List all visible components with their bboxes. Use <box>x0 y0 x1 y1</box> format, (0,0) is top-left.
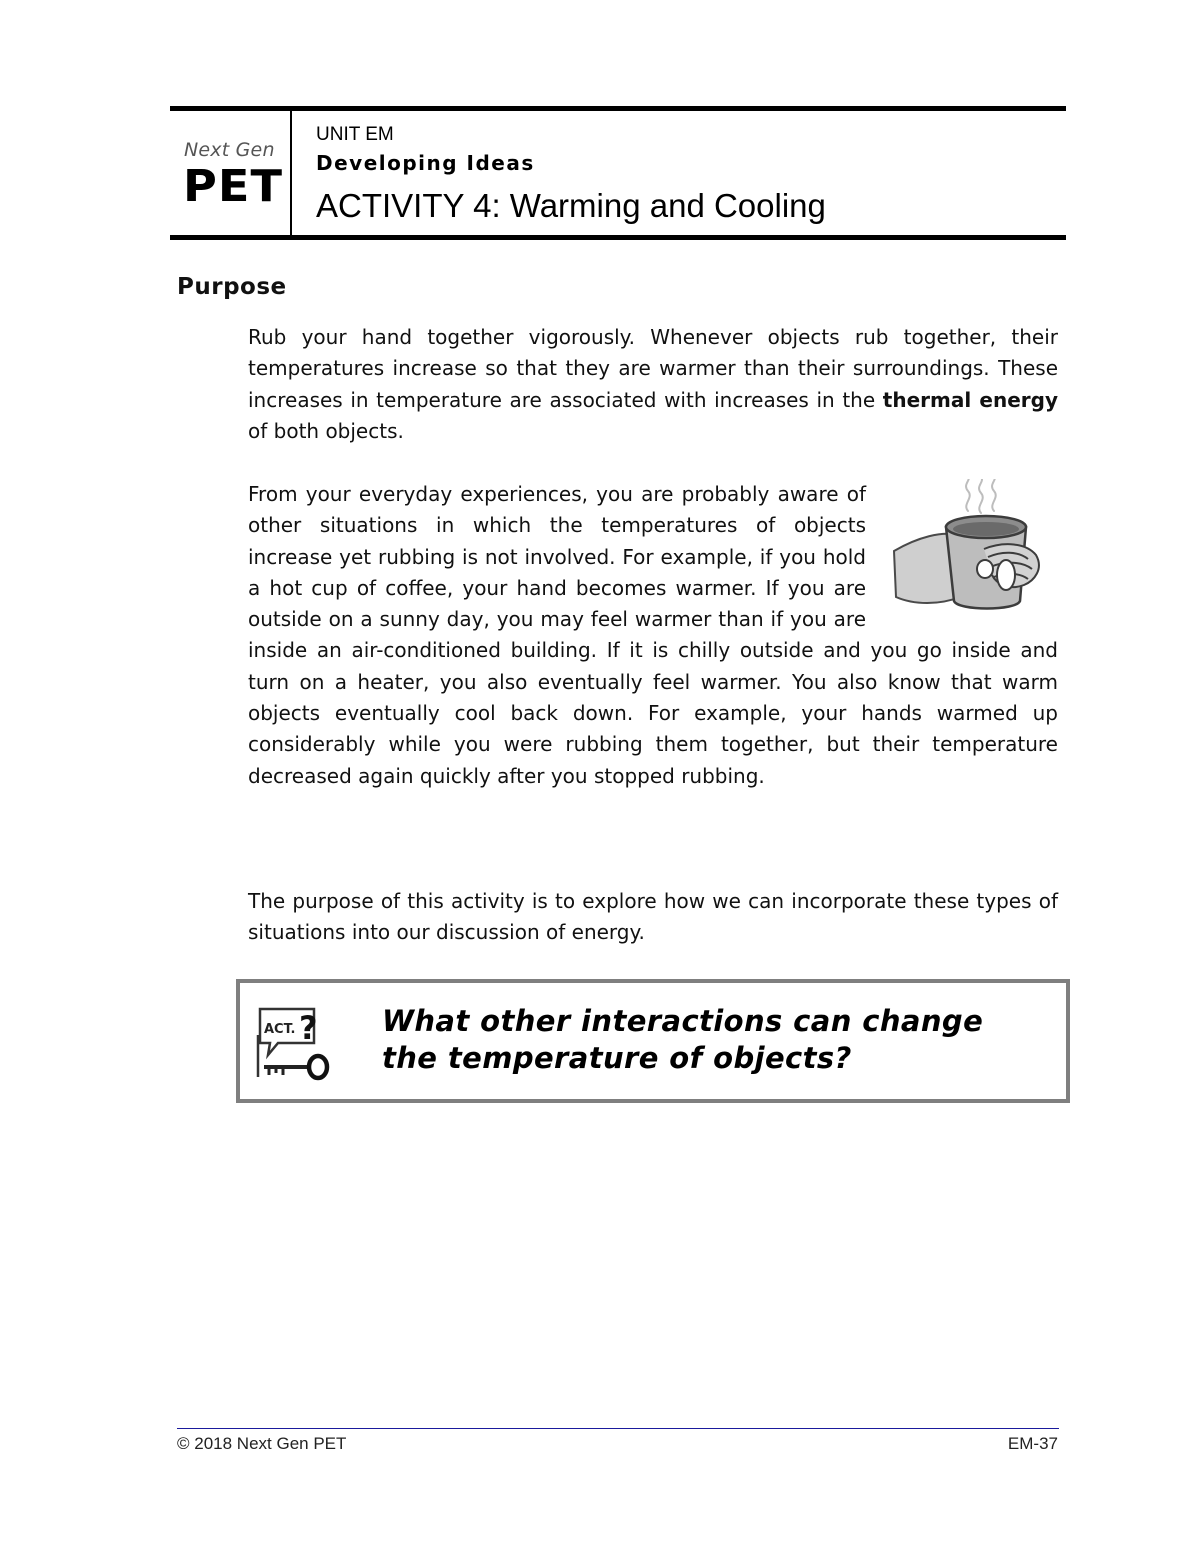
p1-text-end: of both objects. <box>248 418 404 443</box>
logo-big-text: PET <box>183 161 284 212</box>
thermal-energy-term: thermal energy <box>882 387 1058 412</box>
key-question-text: What other interactions can change the temperature of objects? <box>382 1004 984 1075</box>
footer-divider <box>177 1428 1059 1429</box>
purpose-paragraph-2 <box>248 479 1058 792</box>
purpose-heading: Purpose <box>177 274 287 300</box>
icon-question-mark: ? <box>299 1009 318 1047</box>
page-number: EM-37 <box>1007 1434 1058 1453</box>
icon-act-label: ACT. <box>264 1022 296 1037</box>
logo-small-text: Next Gen <box>184 139 275 161</box>
p1-text-start: Rub your hand together vigorously. Whenever objects rub together, their temperatures increase so that they are warmer than their surroundings. These increases in temperature are associated with increases in the <box>248 325 1058 412</box>
activity-header <box>170 106 1066 240</box>
key-question-box <box>236 979 1070 1103</box>
key-question-icon <box>256 1005 332 1081</box>
unit-label: UNIT EM <box>316 124 394 145</box>
p2-text: From your everyday experiences, you are probably aware of other situations in which the temperatures of objects increase yet rubbing is not involved. For example, if you hold a hot cup of coffee, your hand becomes warmer. If you are outside on a sunny day, you may feel warmer than if you are inside an air-conditioned building. If it is chilly outside and you go inside and turn on a heater, you also eventually feel warmer. You also know that warm objects eventually cool back down. For example, your hands warmed up considerably while you were rubbing them together, but their temperature decreased again quickly after you stopped rubbing. <box>248 482 1058 788</box>
purpose-paragraph-1 <box>248 322 1058 447</box>
section-label: Developing Ideas <box>316 151 535 175</box>
next-gen-pet-logo <box>170 111 292 235</box>
page-title: ACTIVITY 4: Warming and Cooling <box>316 187 826 224</box>
purpose-paragraph-3: The purpose of this activity is to explore how we can incorporate these types of situations into our discussion of energy. <box>248 889 1058 945</box>
hot-coffee-cup-hand-icon <box>888 479 1058 619</box>
footer-copyright: © 2018 Next Gen PET <box>177 1434 347 1453</box>
